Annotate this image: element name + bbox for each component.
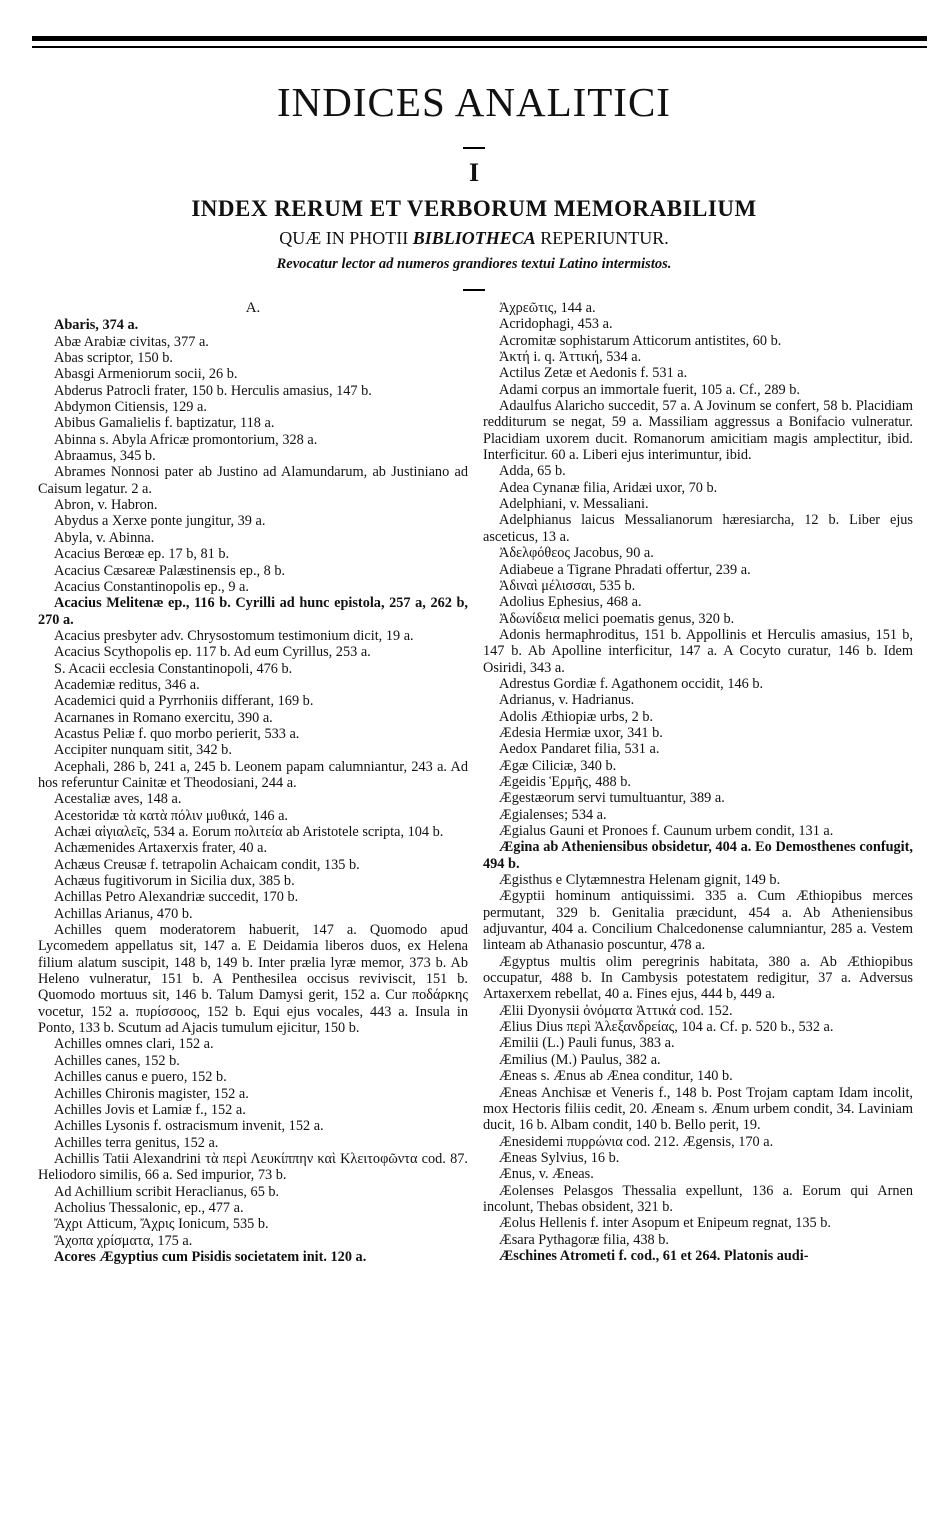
index-entry: Æneas Anchisæ et Veneris f., 148 b. Post Trojam captam Idam incolit, mox Hectoris filiis cedit, 20. Æneam s. Ænum urbem condit, 34. Laviniam ducit, 16 b. Albam condit, 140 b. Bello perit, 19. <box>483 1084 913 1134</box>
index-entry: Adonis hermaphroditus, 151 b. Appollinis et Herculis amasius, 151 b, 147 b. Ab Apolline interficitur, 147 a. A Cocyto curatur, 146 b. Idem Osiridi, 343 a. <box>483 626 913 676</box>
index-entry: Ægialenses; 534 a. <box>499 806 607 823</box>
index-entry: Achilles omnes clari, 152 a. <box>54 1036 214 1053</box>
index-entry: Adolius Ephesius, 468 a. <box>499 594 642 611</box>
index-entry: Acacius Cæsareæ Palæstinensis ep., 8 b. <box>54 562 286 579</box>
index-entry: Abibus Gamalielis f. baptizatur, 118 a. <box>54 415 275 432</box>
index-entry: Adda, 65 b. <box>499 463 566 480</box>
top-thin-rule <box>32 46 927 48</box>
index-entry: Acridophagi, 453 a. <box>499 316 613 333</box>
index-entry: Æmilius (M.) Paulus, 382 a. <box>499 1051 661 1068</box>
index-entry: Abaris, 374 a. <box>54 317 139 334</box>
index-entry: Æschines Atrometi f. cod., 61 et 264. Platonis audi- <box>499 1247 809 1264</box>
index-entry: Acacius Melitenæ ep., 116 b. Cyrilli ad hunc epistola, 257 a, 262 b, 270 a. <box>38 595 468 628</box>
index-title: INDEX RERUM ET VERBORUM MEMORABILIUM <box>191 196 757 221</box>
reader-note: Revocatur lector ad numeros grandiores textui Latino intermistos. <box>276 256 672 272</box>
index-entry: Achillis Tatii Alexandrini τὰ περὶ Λευκίππην καὶ Κλειτοφῶντα cod. 87. Heliodoro similis, 66 a. Sed impurior, 73 b. <box>38 1150 468 1184</box>
index-entry: Ægyptii hominum antiquissimi. 335 a. Cum Æthiopibus merces permutant, 329 b. Genitalia præcidunt, 454 a. Ab Atheniensibus adjuvantur, 404 a. Concilium Chalcedonense calumniantur, 285 a. Vestem linteam ab Athanasio poscuntur, 478 a. <box>483 888 913 954</box>
index-entry: Æsara Pythagoræ filia, 438 b. <box>499 1231 669 1248</box>
index-entry: Abasgi Armeniorum socii, 26 b. <box>54 366 238 383</box>
index-entry: Æolus Hellenis f. inter Asopum et Enipeum regnat, 135 b. <box>499 1215 831 1232</box>
index-entry: Abinna s. Abyla Africæ promontorium, 328 a. <box>54 431 318 448</box>
index-entry: Ægisthus e Clytæmnestra Helenam gignit, 149 b. <box>499 872 781 889</box>
index-entry: Abydus a Xerxe ponte jungitur, 39 a. <box>54 513 266 530</box>
index-entry: Abron, v. Habron. <box>54 497 158 514</box>
index-entry: Adrestus Gordiæ f. Agathonem occidit, 146 b. <box>499 675 764 692</box>
index-entry: Actilus Zetæ et Aedonis f. 531 a. <box>499 365 688 382</box>
index-entry: Ægestæorum servi tumultuantur, 389 a. <box>499 790 725 807</box>
left-entry-list <box>38 317 468 1265</box>
index-entry: Achæmenides Artaxerxis frater, 40 a. <box>54 840 268 857</box>
index-entry: Abæ Arabiæ civitas, 377 a. <box>54 333 209 350</box>
index-entry: Adolis Æthiopiæ urbs, 2 b. <box>499 708 654 725</box>
index-entry: Acestaliæ aves, 148 a. <box>54 791 182 808</box>
index-entry: Acastus Peliæ f. quo morbo perierit, 533 a. <box>54 725 300 742</box>
index-entry: Ἀδιναὶ μέλισσαι, 535 b. <box>499 577 636 594</box>
index-entry: Adrianus, v. Hadrianus. <box>499 692 635 709</box>
index-entry: Acarnanes in Romano exercitu, 390 a. <box>54 709 273 726</box>
subtitle-post: REPERIUNTUR. <box>535 228 669 248</box>
index-entry: Ægyptus multis olim peregrinis habitata, 380 a. Ab Æthiopibus occupatur, 488 b. In Cambysis potestatem redigitur, 37 a. Adversus Artaxerxem rebellat, 40 a. Fines ejus, 444 b, 449 a. <box>483 953 913 1003</box>
index-entry: Ἄχρι Atticum, Ἄχρις Ionicum, 535 b. <box>54 1216 269 1233</box>
title-divider <box>463 147 485 149</box>
index-entry: Acromitæ sophistarum Atticorum antistites, 60 b. <box>499 332 782 349</box>
index-entry: Ænus, v. Æneas. <box>499 1166 594 1183</box>
index-entry: Æolenses Pelasgos Thessalia expellunt, 136 a. Eorum qui Arnen incolunt, Thebas obsident, 321 b. <box>483 1182 913 1215</box>
index-entry: Achilles Lysonis f. ostracismum invenit, 152 a. <box>54 1118 324 1135</box>
subtitle-emphasis: BIBLIOTHECA <box>412 228 536 248</box>
index-entry: Acacius Berœæ ep. 17 b, 81 b. <box>54 546 230 563</box>
index-subtitle <box>0 228 948 249</box>
index-entry: Acephali, 286 b, 241 a, 245 b. Leonem papam calumniantur, 243 a. Ad hos referuntur Cainitæ et Theodosiani, 244 a. <box>38 758 468 791</box>
index-entry: Ἀδελφόθεος Jacobus, 90 a. <box>499 545 654 562</box>
index-entry: Adaulfus Alaricho succedit, 57 a. A Jovinum se confert, 58 b. Placidiam redditurum se negat, 59 a. Massiliam aggressus a Bonifacio vulneratur. Placidiam uxorem ducit. Romanorum amicitiam magis amplectitur, ibid. Interficitur. 60 a. Liberi ejus interimuntur, ibid. <box>483 398 913 464</box>
index-entry: Adelphiani, v. Messaliani. <box>499 496 649 513</box>
index-entry: Acacius Scythopolis ep. 117 b. Ad eum Cyrillus, 253 a. <box>54 644 371 661</box>
index-entry: Æneas Sylvius, 16 b. <box>499 1149 620 1166</box>
index-entry: Achæus Creusæ f. tetrapolin Achaicam condit, 135 b. <box>54 856 360 873</box>
index-entry: Achilles quem moderatorem habuerit, 147 a. Quomodo apud Lycomedem appellatus sit, 147 a. E Deidamia liberos duos, ex Helena filium alatum suscipit, 148 b, 149 b. Inter prælia lyræ memor, 373 b. Ab Heleno vulneratur, 151 b. A Penthesilea occisus reviviscit, 151 b. Quomodo mortuus sit, 146 b. Talum Damysi gerit, 152 a. Cur ποδάρκης vocetur, 152 a. πυρίσσοος, 152 b. Equi ejus vocales, 443 a. Insula in Ponto, 133 b. Scutum ad Ajacis tumulum ejicitur, 150 b. <box>38 922 468 1037</box>
index-entry: Adami corpus an immortale fuerit, 105 a. Cf., 289 b. <box>499 381 800 398</box>
index-entry: Abas scriptor, 150 b. <box>54 350 173 367</box>
page-title: INDICES ANALITICI <box>277 79 671 125</box>
index-entry: Adiabeue a Tigrane Phradati offertur, 239 a. <box>499 561 751 578</box>
index-entry: Achillas Petro Alexandriæ succedit, 170 b. <box>54 889 299 906</box>
index-entry: Achilles Jovis et Lamiæ f., 152 a. <box>54 1101 246 1118</box>
index-entry: Ædesia Hermiæ uxor, 341 b. <box>499 724 663 741</box>
index-entry: Ἀχρεῶτις, 144 a. <box>499 300 596 316</box>
index-entry: Ægina ab Atheniensibus obsidetur, 404 a. Eo Demosthenes confugit, 494 b. <box>483 839 913 872</box>
index-entry: Abderus Patrocli frater, 150 b. Herculis amasius, 147 b. <box>54 382 372 399</box>
index-entry: Acores Ægyptius cum Pisidis societatem init. 120 a. <box>54 1248 367 1265</box>
index-entry: Achillas Arianus, 470 b. <box>54 905 193 922</box>
right-entry-list <box>483 300 913 1264</box>
index-entry: Accipiter nunquam sitit, 342 b. <box>54 742 232 759</box>
top-double-rule <box>32 36 927 41</box>
index-entry: Ἀδωνίδεια melici poematis genus, 320 b. <box>499 610 735 627</box>
index-entry: Achilles Chironis magister, 152 a. <box>54 1085 249 1102</box>
index-entry: Ἀκτή i. q. Ἀττική, 534 a. <box>499 349 642 366</box>
index-entry: Achæi αἰγιαλεῖς, 534 a. Eorum πολιτεία ab Aristotele scripta, 104 b. <box>54 824 444 840</box>
index-entry: Acacius presbyter adv. Chrysostomum testimonium dicit, 19 a. <box>54 627 414 644</box>
index-entry: Ægæ Ciliciæ, 340 b. <box>499 757 617 774</box>
index-entry: Adea Cynanæ filia, Aridæi uxor, 70 b. <box>499 479 718 496</box>
index-entry: Achæus fugitivorum in Sicilia dux, 385 b. <box>54 873 295 890</box>
index-entry: Æmilii (L.) Pauli funus, 383 a. <box>499 1035 675 1052</box>
index-entry: Æneas s. Ænus ab Ænea conditur, 140 b. <box>499 1068 733 1085</box>
note-divider <box>463 289 485 291</box>
index-entry: Acestoridæ τὰ κατὰ πόλιν μυθικά, 146 a. <box>54 807 288 824</box>
index-entry: Abraamus, 345 b. <box>54 448 156 465</box>
index-entry: Academiæ reditus, 346 a. <box>54 676 200 693</box>
index-entry: S. Acacii ecclesia Constantinopoli, 476 b. <box>54 660 293 677</box>
left-column <box>38 300 468 1265</box>
index-entry: Abyla, v. Abinna. <box>54 529 155 546</box>
index-entry: Ad Achillium scribit Heraclianus, 65 b. <box>54 1183 280 1200</box>
index-entry: Ælius Dius περὶ Ἀλεξανδρείας, 104 a. Cf. p. 520 b., 532 a. <box>499 1019 834 1036</box>
index-entry: Achilles terra genitus, 152 a. <box>54 1134 219 1151</box>
index-entry: Abdymon Citiensis, 129 a. <box>54 399 207 416</box>
index-entry: Ægialus Gauni et Pronoes f. Caunum urbem condit, 131 a. <box>499 823 834 839</box>
index-entry: Abrames Nonnosi pater ab Justino ad Alamundarum, ab Justiniano ad Caisum legatur. 2 a. <box>38 464 468 497</box>
index-entry: Achilles canus e puero, 152 b. <box>54 1069 227 1086</box>
right-column <box>483 300 913 1264</box>
section-number: I <box>468 158 480 187</box>
index-entry: Aedox Pandaret filia, 531 a. <box>499 741 660 758</box>
index-entry: Ἄχοπα χρίσματα, 175 a. <box>54 1232 193 1249</box>
index-entry: Acholius Thessalonic, ep., 477 a. <box>54 1199 244 1216</box>
index-entry: Adelphianus laicus Messalianorum hæresiarcha, 12 b. Liber ejus asceticus, 13 a. <box>483 512 913 545</box>
index-entry: Ægeidis Ἑρμῆς, 488 b. <box>499 773 631 790</box>
subtitle-pre: QUÆ IN PHOTII <box>279 228 413 248</box>
index-entry: Ælii Dyonysii ὀνόματα Ἀττικά cod. 152. <box>499 1002 733 1019</box>
index-entry: Achilles canes, 152 b. <box>54 1052 180 1069</box>
letter-heading: A. <box>245 300 261 316</box>
index-entry: Acacius Constantinopolis ep., 9 a. <box>54 578 249 595</box>
index-entry: Ænesidemi πυρρώνια cod. 212. Ægensis, 170 a. <box>499 1133 774 1150</box>
index-entry: Academici quid a Pyrrhoniis differant, 169 b. <box>54 693 314 710</box>
